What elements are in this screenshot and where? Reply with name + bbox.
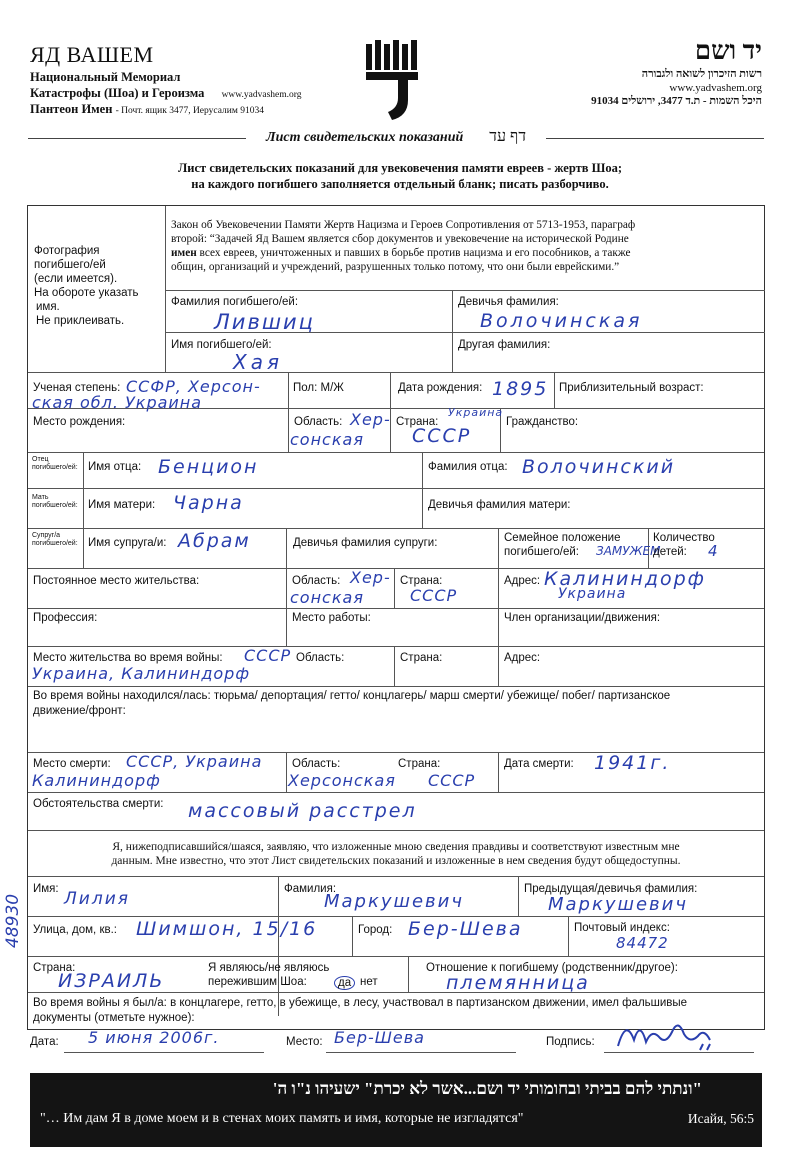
residence-address-label: Адрес:	[504, 575, 541, 587]
children-label-a: Количество	[653, 532, 715, 544]
residence-address-value-b[interactable]: Украина	[558, 586, 627, 602]
org-url-he: www.yadvashem.org	[669, 82, 762, 94]
relation-label: Отношение к погибшему (родственник/другое):	[426, 962, 678, 974]
victim-surname-value[interactable]: Лившиц	[214, 310, 315, 334]
birth-date-value[interactable]: 1895	[492, 378, 549, 400]
father-surname-value[interactable]: Волочинский	[522, 456, 676, 478]
signature-date-label: Дата:	[30, 1036, 59, 1048]
survivor-no-option[interactable]: нет	[360, 976, 378, 988]
death-country-value[interactable]: СССР	[428, 771, 476, 790]
wartime-residence-label: Место жительства во время войны:	[33, 652, 223, 664]
father-name-value[interactable]: Бенцион	[158, 456, 259, 478]
org-line-he-2: היכל השמות - ת.ד 3477, ירושלים 91034	[591, 95, 762, 107]
wartime-country-label: Страна:	[400, 652, 443, 664]
submitter-country-value[interactable]: ИЗРАИЛЬ	[58, 970, 165, 992]
birth-region-value-b[interactable]: сонская	[290, 430, 364, 449]
side-registration-number	[2, 880, 24, 950]
sex-label: Пол: М/Ж	[293, 382, 344, 394]
yad-vashem-logo-icon	[362, 40, 424, 122]
org-line-he-1: רשות הזיכרון לשואה ולגבורה	[641, 68, 762, 80]
spouse-side-label: Супруг/а погибшего/ей:	[32, 532, 78, 547]
subtitle-ru: Лист свидетельских показаний	[256, 130, 473, 145]
subtitle-he: דף עד	[479, 128, 536, 145]
spouse-maiden-label: Девичья фамилия супруги:	[293, 537, 438, 549]
children-value[interactable]: 4	[708, 542, 719, 560]
residence-label: Постоянное место жительства:	[33, 575, 200, 587]
birth-region-value-a[interactable]: Хер-	[350, 410, 391, 429]
wartime-address-label: Адрес:	[504, 652, 541, 664]
mother-name-value[interactable]: Чарна	[173, 492, 244, 514]
footer-quote-ref: Исайя, 56:5	[687, 1111, 754, 1126]
children-label-b: детей:	[653, 546, 687, 558]
mother-side-label: Мать погибшего/ей:	[32, 494, 78, 509]
signature-place-label: Место:	[286, 1036, 323, 1048]
profession-label: Профессия:	[33, 612, 98, 624]
birth-country-value-b[interactable]: СССР	[412, 425, 472, 447]
spouse-name-label: Имя супруга/и:	[88, 537, 167, 549]
death-place-value-a[interactable]: СССР, Украина	[126, 752, 263, 771]
submitter-name-label: Имя:	[33, 883, 59, 895]
marital-value[interactable]: ЗАМУЖЕМ	[596, 544, 661, 558]
birth-date-label: Дата рождения:	[398, 382, 483, 394]
submitter-street-label: Улица, дом, кв.:	[33, 924, 117, 936]
death-region-label: Область:	[292, 758, 341, 770]
form-intro: Лист свидетельских показаний для увековечения памяти евреев - жертв Шоа; на каждого погибшего заполняется отдельный бланк; писать разборчиво.	[177, 161, 623, 191]
death-region-value[interactable]: Херсонская	[288, 771, 396, 790]
mother-maiden-label: Девичья фамилия матери:	[428, 499, 571, 511]
org-title-he: יד ושם	[694, 36, 762, 65]
membership-label: Член организации/движения:	[504, 612, 661, 624]
degree-value-b[interactable]: ская обл. Украина	[32, 393, 203, 412]
residence-country-value[interactable]: СССР	[410, 586, 458, 605]
birth-region-label: Область:	[294, 416, 343, 428]
submitter-surname-value[interactable]: Маркушевич	[324, 891, 464, 912]
footer-quote-he: "ונתתי להם בביתי ובחומותי יד ושם...אשר לא יכרת" ישעיהו נ"ו ה'	[272, 1079, 702, 1098]
victim-other-surname-label: Другая фамилия:	[458, 339, 551, 351]
footer-quote-ru: "… Им дам Я в доме моем и в стенах моих память и имя, которые не изгладятся"	[40, 1111, 524, 1126]
victim-name-value[interactable]: Хая	[233, 350, 283, 374]
submitter-city-value[interactable]: Бер-Шева	[408, 918, 523, 940]
death-date-value[interactable]: 1941г.	[594, 752, 671, 774]
wartime-residence-value-a[interactable]: СССР	[244, 646, 292, 665]
wartime-residence-value-b[interactable]: Украина, Калининдорф	[32, 664, 251, 683]
survivor-label-b: пережившим Шоа:	[208, 976, 307, 988]
marital-label-a: Семейное положение	[504, 532, 621, 544]
org-line-1: Национальный Мемориал	[30, 70, 181, 84]
submitter-war-label-b: документы (отметьте нужное):	[33, 1012, 195, 1024]
birthplace-label: Место рождения:	[33, 416, 126, 428]
org-line-2: Катастрофы (Шоа) и Героизма	[30, 86, 205, 100]
submitter-prev-label: Предыдущая/девичья фамилия:	[524, 883, 698, 895]
wartime-region-label: Область:	[296, 652, 345, 664]
submitter-country-label: Страна:	[33, 962, 76, 974]
submitter-zip-value[interactable]: 84472	[616, 934, 669, 952]
submitter-name-value[interactable]: Лилия	[64, 889, 130, 909]
degree-value-a[interactable]: ССФР, Херсон-	[126, 377, 261, 396]
workplace-label: Место работы:	[292, 612, 371, 624]
birth-country-value-a[interactable]: Украина	[448, 406, 504, 419]
submitter-surname-label: Фамилия:	[284, 883, 337, 895]
death-circumstances-label: Обстоятельства смерти:	[33, 798, 164, 810]
submitter-street-value[interactable]: Шимшон, 15/16	[136, 918, 318, 940]
mother-name-label: Имя матери:	[88, 499, 156, 511]
org-address-ru: - Почт. ящик 3477, Иерусалим 91034	[115, 106, 264, 116]
victim-maiden-value[interactable]: Волочинская	[480, 310, 643, 332]
degree-label: Ученая степень:	[33, 382, 121, 394]
declaration-text: Я, нижеподписавшийся/шаяся, заявляю, что изложенные мною сведения правдивы и соответствуют известным мне данным. Мне известно, что этот Лист свидетельских показаний и изложенные в нем сведения будут общедоступны.	[111, 841, 681, 867]
death-place-value-b[interactable]: Калининдорф	[32, 771, 161, 790]
victim-name-label: Имя погибшего/ей:	[171, 339, 272, 351]
residence-address-value-a[interactable]: Калининдорф	[544, 568, 706, 590]
victim-maiden-label: Девичья фамилия:	[458, 296, 559, 308]
photo-instructions: Фотография погибшего/ей (если имеется). На обороте указать имя. Не приклеивать.	[34, 245, 139, 327]
residence-region-label: Область:	[292, 575, 341, 587]
org-line-3: Пантеон Имен	[30, 102, 113, 116]
death-circumstances-value[interactable]: массовый расстрел	[188, 800, 417, 822]
testimony-form	[27, 205, 765, 1030]
survivor-label-a: Я являюсь/не являюсь	[208, 962, 330, 974]
spouse-name-value[interactable]: Абрам	[178, 530, 251, 552]
signature-date-value[interactable]: 5 июня 2006г.	[88, 1028, 220, 1047]
death-place-label: Место смерти:	[33, 758, 111, 770]
during-war-label-b: движение/фронт:	[33, 705, 126, 717]
residence-region-value-b[interactable]: сонская	[290, 588, 364, 607]
father-name-label: Имя отца:	[88, 461, 142, 473]
submitter-war-label-a: Во время войны я был/а: в концлагере, гетто, в убежище, в лесу, участвовал в партизанском движении, имел фальшивые	[33, 997, 688, 1009]
during-war-label-a: Во время войны находился/лась: тюрьма/ депортация/ гетто/ концлагерь/ марш смерти/ убежище/ побег/ партизанское	[33, 690, 671, 702]
signature-label: Подпись:	[546, 1036, 595, 1048]
law-text: Закон об Увековечении Памяти Жертв Нацизма и Героев Сопротивления от 5713-1953, параграф второй: “Задачей Яд Вашем является сбор документов и увековечение на исторической Родине имен всех евреев, уничтоженных и павших в борьбе против нацизма и его пособников, а также общин, организаций и учреждений, разрушенных только потому, что они были еврейскими.”	[171, 219, 636, 273]
approx-age-label: Приблизительный возраст:	[559, 382, 704, 394]
residence-country-label: Страна:	[400, 575, 443, 587]
residence-region-value-a[interactable]: Хер-	[350, 568, 391, 587]
signature-place-value[interactable]: Бер-Шева	[334, 1028, 425, 1047]
father-surname-label: Фамилия отца:	[428, 461, 508, 473]
marital-label-b: погибшего/ей:	[504, 546, 579, 558]
citizenship-label: Гражданство:	[506, 416, 579, 428]
org-url-ru: www.yadvashem.org	[221, 90, 302, 100]
svg-text:48930: 48930	[3, 893, 23, 948]
submitter-city-label: Город:	[358, 924, 393, 936]
victim-surname-label: Фамилия погибшего/ей:	[171, 296, 299, 308]
submitter-zip-label: Почтовый индекс:	[574, 922, 670, 934]
death-country-label: Страна:	[398, 758, 441, 770]
footer-quote-bar	[30, 1073, 762, 1147]
form-subtitle	[0, 128, 792, 146]
relation-value[interactable]: племянница	[446, 972, 590, 994]
death-date-label: Дата смерти:	[504, 758, 574, 770]
submitter-prev-value[interactable]: Маркушевич	[548, 894, 688, 915]
birth-country-label: Страна:	[396, 416, 439, 428]
survivor-yes-option[interactable]: да	[334, 976, 355, 990]
org-title-ru: ЯД ВАШЕМ	[30, 42, 154, 67]
father-side-label: Отец погибшего/ей:	[32, 456, 78, 471]
signature-mark-icon[interactable]	[612, 1010, 722, 1058]
